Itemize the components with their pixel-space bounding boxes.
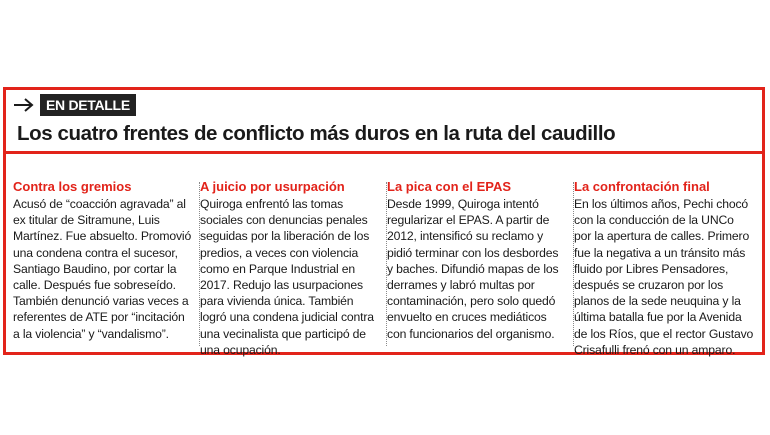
column-title: Contra los gremios (13, 179, 132, 194)
column-text: Desde 1999, Quiroga intentó regularizar el EPAS. A partir de 2012, intensificó su reclamo y pidió terminar con los desbordes y baches. Difundió mapas de los derrames y labró multas por contaminación, pero solo quedó envuelto en cruces mediáticos con funcionarios del organismo. (387, 197, 559, 341)
box-header (6, 90, 762, 154)
column-gremios (13, 178, 199, 358)
column-confrontacion (574, 178, 760, 358)
kicker (13, 94, 136, 116)
column-title: La confrontación final (574, 179, 710, 194)
columns-row (13, 178, 760, 358)
headline: Los cuatro frentes de conflicto más duros en la ruta del caudillo (17, 122, 616, 145)
arrow-right-icon (13, 97, 35, 113)
column-text: Quiroga enfrentó las tomas sociales con denuncias penales seguidas por la liberación de los predios, a veces con violencia como en Parque Industrial en 2017. Redujo las usurpaciones para vivienda única. También logró una condena judicial contra una vecinalista que participó de una ocupación. (200, 197, 374, 357)
column-title: A juicio por usurpación (200, 179, 345, 194)
column-title: La pica con el EPAS (387, 179, 512, 194)
kicker-label: EN DETALLE (40, 94, 136, 116)
column-text: En los últimos años, Pechi chocó con la conducción de la UNCo por la apertura de calles. Primero fue la negativa a un tránsito más fluido por Libres Pensadores, después se cruzaron por los planos de la sede neuquina y la última batalla fue por la Avenida de los Ríos, que el rector Gustavo Crisafulli frenó con un amparo. (574, 197, 754, 357)
column-epas (387, 178, 573, 358)
column-usurpacion (200, 178, 386, 358)
column-text: Acusó de “coacción agravada” al ex titular de Sitramune, Luis Martínez. Fue absuelto. Promovió una condena contra el sucesor, Santiago Baudino, por cortar la calle. Después fue sobreseído. También denunció varias veces a referentes de ATE por “incitación a la violencia” y “vandalismo”. (13, 197, 192, 341)
